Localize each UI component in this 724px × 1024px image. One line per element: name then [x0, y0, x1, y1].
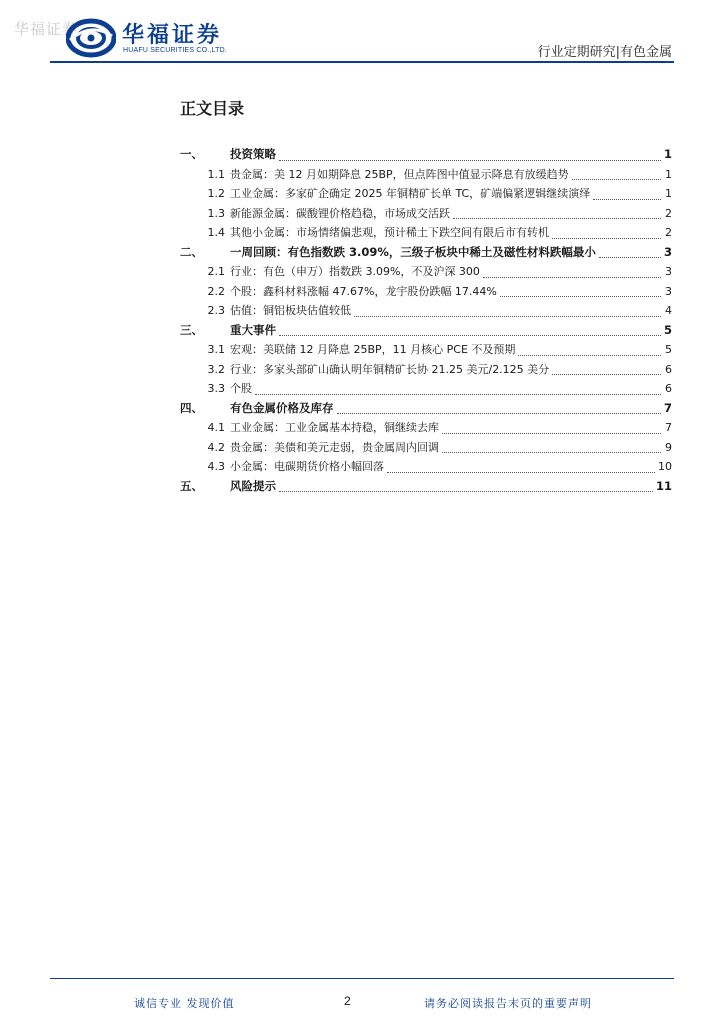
toc-entry-page: 6 [665, 382, 672, 395]
toc-section-entry[interactable] [180, 244, 672, 264]
toc-entry-page: 3 [665, 284, 672, 298]
toc-entry-page: 3 [665, 265, 672, 278]
toc-section-entry[interactable] [180, 322, 672, 342]
toc-entry-label: 估值：铜铝板块估值较低 [230, 304, 351, 317]
toc-subsection-entry[interactable] [180, 166, 672, 186]
toc-dot-leader [518, 354, 661, 356]
toc-entry-label: 贵金属：美债和美元走弱，贵金属周内回调 [230, 440, 439, 454]
toc-entry-number: 4.2 [207, 440, 225, 454]
report-category: 行业定期研究|有色金属 [537, 45, 672, 60]
toc-subsection-entry[interactable] [180, 224, 672, 244]
toc-entry-number: 1.3 [207, 206, 225, 220]
toc-entry-page: 11 [655, 478, 672, 493]
toc-subsection-entry[interactable] [180, 283, 672, 303]
logo-swirl-icon [66, 18, 116, 58]
toc-entry-label: 其他小金属：市场情绪偏悲观，预计稀土下跌空间有限后市有转机 [230, 226, 549, 239]
toc-entry-number: 4.3 [207, 460, 225, 473]
toc-dot-leader [354, 315, 661, 317]
toc-entry-number: 二、 [180, 244, 203, 259]
toc-entry-page: 1 [663, 147, 672, 161]
toc-entry-page: 7 [663, 400, 672, 415]
toc-entry-label: 新能源金属：碳酸锂价格趋稳，市场成交活跃 [230, 206, 450, 220]
toc-subsection-entry[interactable] [180, 419, 672, 439]
toc-dot-leader [279, 334, 661, 336]
toc-entry-number: 2.1 [207, 265, 225, 278]
toc-dot-leader [552, 373, 661, 375]
toc-entry-page: 10 [658, 460, 672, 473]
toc-entry-number: 3.2 [207, 362, 225, 376]
toc-dot-leader [572, 178, 661, 180]
toc-entry-label: 投资策略 [230, 147, 276, 161]
toc-entry-page: 7 [665, 421, 672, 434]
toc-entry-label: 行业：有色（申万）指数跌 3.09%，不及沪深 300 [230, 265, 480, 278]
toc-subsection-entry[interactable] [180, 263, 672, 283]
toc-subsection-entry[interactable] [180, 341, 672, 361]
toc-entry-page: 9 [665, 440, 672, 454]
toc-section-entry[interactable] [180, 146, 672, 166]
toc-entry-page: 6 [665, 362, 672, 376]
toc-entry-number: 2.3 [207, 304, 225, 317]
toc-entry-label: 宏观：美联储 12 月降息 25BP，11 月核心 PCE 不及预期 [230, 343, 516, 356]
toc-entry-page: 5 [665, 343, 672, 356]
toc-entry-number: 1.2 [207, 187, 225, 200]
toc-entry-page: 4 [665, 304, 672, 317]
toc-entry-label: 重大事件 [230, 322, 276, 337]
toc-entry-label: 风险提示 [230, 478, 276, 493]
toc-section-entry[interactable] [180, 478, 672, 498]
toc-subsection-entry[interactable] [180, 458, 672, 478]
toc-entry-page: 2 [665, 206, 672, 220]
toc-entry-page: 3 [663, 244, 672, 259]
toc-entry-label: 小金属：电碳期货价格小幅回落 [230, 460, 384, 473]
toc-dot-leader [442, 432, 661, 434]
header-divider [50, 61, 674, 63]
toc-dot-leader [442, 451, 661, 453]
toc-entry-number: 3.3 [207, 382, 225, 395]
toc-dot-leader [337, 412, 661, 414]
toc-entry-page: 1 [665, 187, 672, 200]
table-of-contents [180, 146, 672, 497]
toc-entry-number: 一、 [180, 147, 203, 161]
toc-subsection-entry[interactable] [180, 439, 672, 459]
toc-entry-page: 2 [665, 226, 672, 239]
toc-entry-number: 三、 [180, 322, 203, 337]
toc-entry-number: 3.1 [207, 343, 225, 356]
toc-entry-page: 1 [665, 167, 672, 181]
toc-entry-label: 贵金属：美 12 月如期降息 25BP，但点阵图中值显示降息有放缓趋势 [230, 167, 569, 181]
footer-divider [50, 978, 674, 979]
toc-subsection-entry[interactable] [180, 380, 672, 400]
toc-entry-label: 工业金属：工业金属基本持稳，铜继续去库 [230, 421, 439, 434]
page-number: 2 [344, 994, 351, 1008]
toc-subsection-entry[interactable] [180, 302, 672, 322]
toc-section-entry[interactable] [180, 400, 672, 420]
toc-dot-leader [255, 393, 661, 395]
logo-name-cn: 华福证券 [122, 23, 223, 48]
toc-dot-leader [279, 159, 661, 161]
toc-subsection-entry[interactable] [180, 361, 672, 381]
footer-slogan: 诚信专业 发现价值 [134, 997, 235, 1010]
toc-entry-number: 五、 [180, 478, 203, 493]
toc-title: 正文目录 [180, 99, 245, 118]
watermark-text: 华福证券 [14, 20, 79, 38]
toc-entry-label: 个股：鑫科材料涨幅 47.67%，龙宇股份跌幅 17.44% [230, 284, 497, 298]
toc-dot-leader [453, 217, 661, 219]
company-logo [66, 16, 246, 60]
toc-dot-leader [279, 490, 653, 492]
toc-entry-label: 工业金属：多家矿企确定 2025 年铜精矿长单 TC，矿端偏紧逻辑继续演绎 [230, 187, 591, 200]
footer-disclaimer: 请务必阅读报告末页的重要声明 [424, 997, 592, 1010]
toc-entry-label: 个股 [230, 382, 252, 395]
logo-name-en: HUAFU SECURITIES CO.,LTD. [123, 47, 228, 54]
toc-entry-number: 2.2 [207, 284, 225, 298]
toc-dot-leader [552, 237, 661, 239]
toc-entry-label: 行业：多家头部矿山确认明年铜精矿长协 21.25 美元/2.125 美分 [230, 362, 550, 376]
toc-dot-leader [500, 295, 661, 297]
toc-entry-number: 1.4 [207, 226, 225, 239]
toc-entry-label: 一周回顾：有色指数跌 3.09%，三级子板块中稀土及磁性材料跌幅最小 [230, 244, 596, 259]
toc-subsection-entry[interactable] [180, 185, 672, 205]
toc-dot-leader [599, 256, 661, 258]
toc-dot-leader [387, 471, 655, 473]
toc-entry-number: 4.1 [207, 421, 225, 434]
toc-subsection-entry[interactable] [180, 205, 672, 225]
toc-entry-label: 有色金属价格及库存 [230, 400, 334, 415]
toc-entry-number: 1.1 [207, 167, 225, 181]
toc-entry-number: 四、 [180, 400, 203, 415]
toc-entry-page: 5 [663, 322, 672, 337]
toc-dot-leader [483, 276, 661, 278]
toc-dot-leader [593, 198, 661, 200]
